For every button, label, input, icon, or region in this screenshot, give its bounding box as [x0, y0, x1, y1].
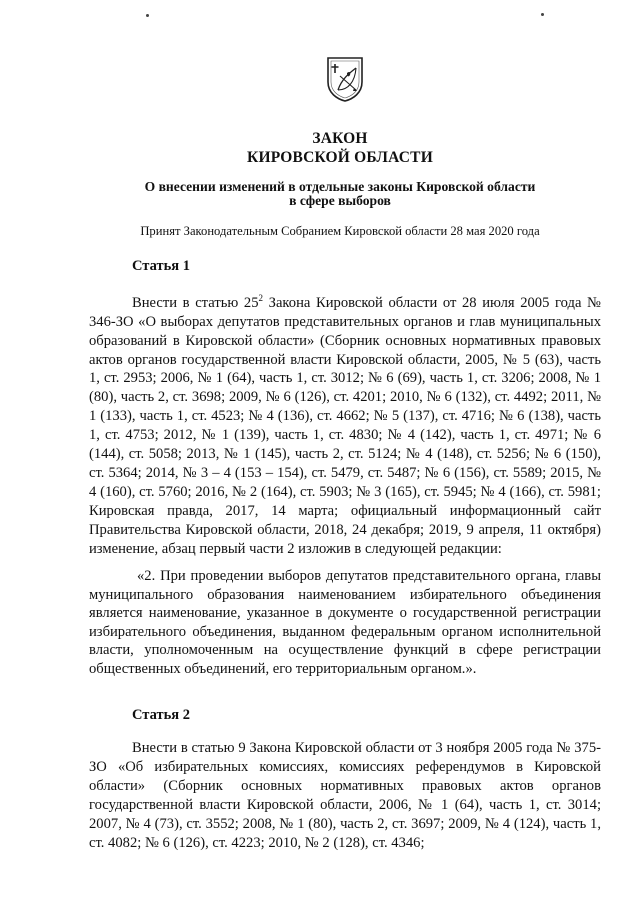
article-2-heading: Статья 2	[132, 707, 190, 723]
article-1-text-rest: Закона Кировской области от 28 июля 2005 года № 346-ЗО «О выборах депутатов представительных органов и глав муниципальных образований в Кировской области» (Сборник основных нормативных правовых актов органов государственной власти Кировской области, 2005, № 5 (63), часть 1, ст. 2953; 2006, № 1 (64), часть 1, ст. 3012; № 6 (69), часть 1, ст. 3206; 2008, № 1 (80), часть 2, ст. 3698; 2009, № 6 (126), ст. 4201; 2010, № 6 (132), ст. 4492; 2011, № 1 (133), часть 1, ст. 4523; № 4 (136), ст. 4662; № 5 (137), ст. 4716; № 6 (138), часть 1, ст. 4753; 2012, № 1 (139), часть 1, ст. 4830; № 4 (142), часть 1, ст. 4971; № 6 (144), ст. 5058; 2013, № 1 (145), часть 2, ст. 5124; № 4 (148), ст. 5256; № 6 (150), ст. 5364; 2014, № 3 – 4 (153 – 154), ст. 5479, ст. 5487; № 6 (156), ст. 5589; 2015, № 4 (160), ст. 5760; 2016, № 2 (164), ст. 5903; № 3 (165), ст. 5945; № 4 (166), ст. 5981; Кировская правда, 2017, 14 марта; официальный информационный сайт Правительства Кировской области, 2018, 24 декабря; 2019, 9 апреля, 11 октября) изменение, абзац первый части 2 изложив в следующей редакции:	[89, 294, 601, 557]
scan-speck	[541, 13, 544, 16]
law-label: ЗАКОН	[312, 130, 368, 147]
article-1-quote: «2. При проведении выборов депутатов представительного органа, главы муниципального образования наименованием избирательного объединения является наименование, указанное в документе о государственной регистрации избирательного объединения, выданном федеральным органом исполнительной власти, уполномоченным на осуществление функций в сфере регистрации общественных объединений, его территориальным органом.».	[89, 568, 601, 677]
region-title: КИРОВСКОЙ ОБЛАСТИ	[247, 149, 433, 166]
article-2-paragraph: Внести в статью 9 Закона Кировской области от 3 ноября 2005 года № 375-ЗО «Об избирательных комиссиях, комиссиях референдумов в Кировской области» (Сборник основных нормативных правовых актов органов государственной власти Кировской области, 2006, № 1 (64), часть 1, ст. 3014; 2007, № 4 (73), ст. 3552; 2008, № 1 (80), часть 2, ст. 3697; 2009, № 4 (124), часть 1, ст. 4082; № 6 (126), ст. 4223; 2010, № 2 (128), ст. 4346;	[89, 740, 601, 851]
coat-of-arms-emblem	[326, 56, 364, 102]
article-number-superscript: 2	[258, 293, 263, 303]
article-1-text-start: Внести в статью 25	[132, 294, 259, 311]
adoption-line: Принят Законодательным Собранием Кировской области 28 мая 2020 года	[140, 224, 540, 238]
article-1-heading: Статья 1	[132, 258, 190, 274]
law-subtitle-line-1: О внесении изменений в отдельные законы Кировской области	[144, 179, 536, 194]
article-1-paragraph	[89, 289, 601, 559]
law-subtitle-line-2: в сфере выборов	[289, 193, 391, 208]
scan-speck	[146, 14, 149, 17]
